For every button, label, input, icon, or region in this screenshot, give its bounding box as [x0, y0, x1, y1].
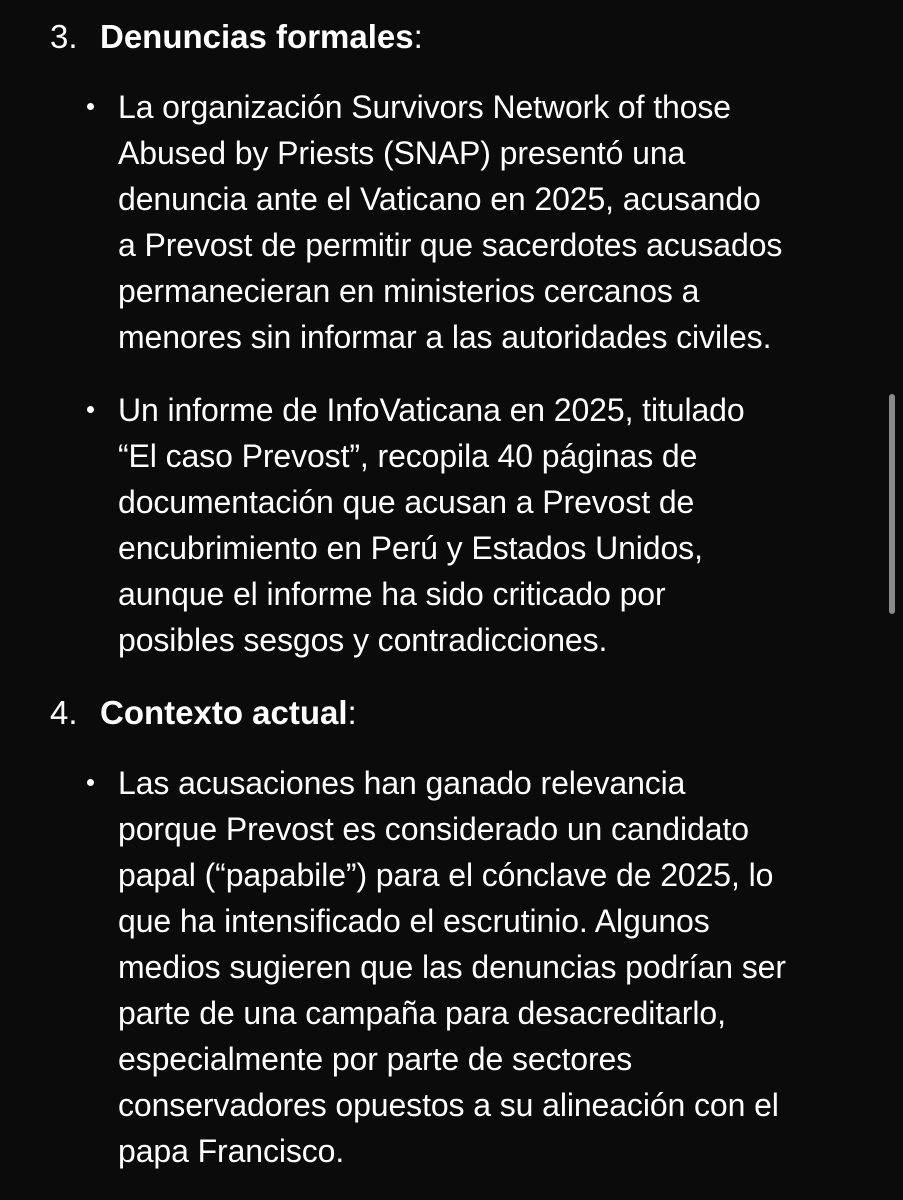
text-line: que ha intensificado el escrutinio. Algunos [118, 903, 710, 939]
text-line: medios sugieren que las denuncias podrían ser [118, 949, 786, 985]
text-line: Un informe de InfoVaticana en 2025, titulado [118, 392, 745, 428]
bullet-dot-icon [87, 406, 94, 413]
text-line: permanecieran en ministerios cercanos a [118, 273, 700, 309]
section-title-suffix: : [347, 694, 357, 731]
section-title: Contexto actual [100, 694, 348, 731]
text-line: menores sin informar a las autoridades civiles. [118, 319, 772, 355]
text-line: encubrimiento en Perú y Estados Unidos, [118, 530, 703, 566]
text-line: conservadores opuestos a su alineación con el [118, 1087, 779, 1123]
text-line: La organización Survivors Network of those [118, 89, 731, 125]
bullet-text [118, 84, 870, 360]
section-heading-contexto-actual [50, 690, 357, 736]
text-line: denuncia ante el Vaticano en 2025, acusando [118, 181, 761, 217]
text-line: “El caso Prevost”, recopila 40 páginas de [118, 438, 698, 474]
vertical-scrollbar[interactable] [889, 394, 895, 614]
text-line: documentación que acusan a Prevost de [118, 484, 695, 520]
text-line: papa Francisco. [118, 1133, 345, 1169]
text-line: Abused by Priests (SNAP) presentó una [118, 135, 686, 171]
bullet-dot-icon [87, 103, 94, 110]
text-line: especialmente por parte de sectores [118, 1041, 633, 1077]
section-title-suffix: : [413, 18, 423, 55]
text-line: porque Prevost es considerado un candidato [118, 811, 749, 847]
text-line: a Prevost de permitir que sacerdotes acusados [118, 227, 783, 263]
section-heading-denuncias-formales [50, 14, 423, 60]
text-line: aunque el informe ha sido criticado por [118, 576, 666, 612]
bullet-dot-icon [87, 779, 94, 786]
text-line: Las acusaciones han ganado relevancia [118, 765, 686, 801]
section-number: 3. [50, 18, 78, 55]
section-title: Denuncias formales [100, 18, 414, 55]
text-line: papal (“papabile”) para el cónclave de 2025, lo [118, 857, 774, 893]
text-line: posibles sesgos y contradicciones. [118, 622, 608, 658]
section-number: 4. [50, 694, 78, 731]
bullet-text [118, 387, 870, 663]
bullet-text [118, 760, 870, 1174]
text-line: parte de una campaña para desacreditarlo, [118, 995, 726, 1031]
